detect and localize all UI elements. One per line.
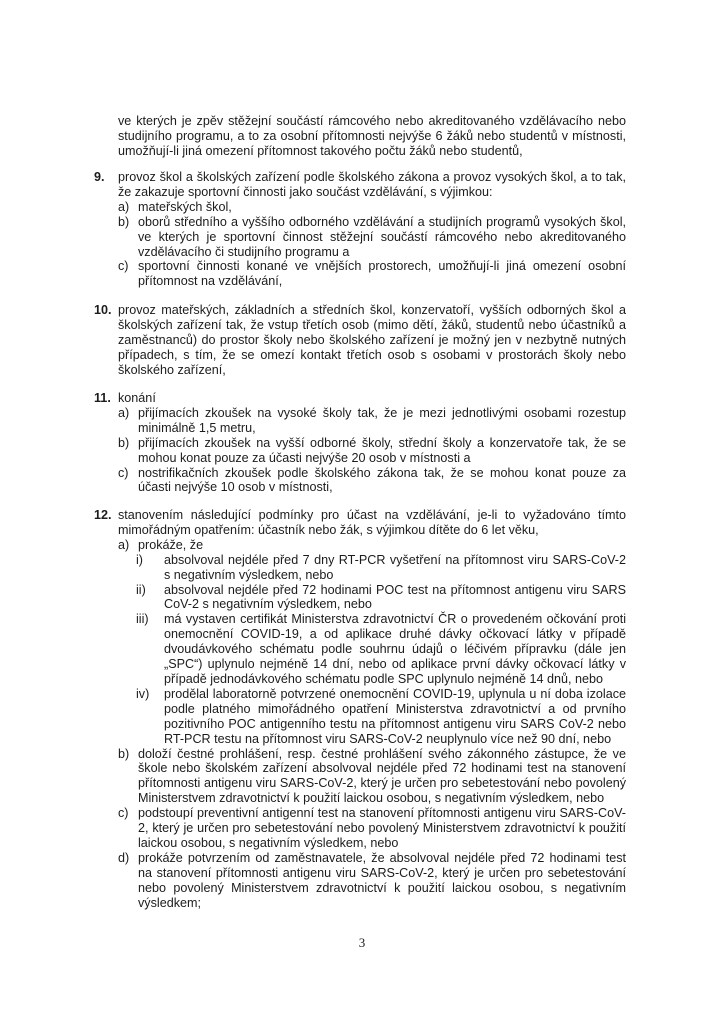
sub-item-text: podstoupí preventivní antigenní test na stanovení přítomnosti antigenu viru SARS-CoV-2, který je určen pro sebetestování nebo povolený Ministerstvem zdravotnictví k použití laickou osobou, s negativním výsledkem, nebo [138, 806, 626, 850]
sub-item-label: c) [118, 259, 129, 274]
sub-item-label: b) [118, 746, 130, 761]
sub-item-label: d) [118, 850, 130, 865]
sub-item-text: oborů středního a vyššího odborného vzdělávání a studijních programů vysokých škol, ve kterých je sportovní činnost stěžejní součástí rámcového nebo akreditovaného vzdělávacího či studijního programu a [138, 214, 626, 259]
list-item-12 [94, 508, 626, 910]
sub-item-text: doloží čestné prohlášení, resp. čestné prohlášení svého zákonného zástupce, že ve škole nebo školském zařízení absolvoval nejdéle před 72 hodinami test na stanovení přítomnosti antigenu viru SARS-CoV-2, který je určen pro sebetestování nebo povolený Ministerstvem zdravotnictví k použití laickou osobou, s negativním výsledkem, nebo [138, 746, 626, 806]
list-item-11 [94, 391, 626, 495]
sub-item-text: přijímacích zkoušek na vysoké školy tak, že je mezi jednotlivými osobami rozestup minimálně 1,5 metru, [138, 405, 626, 435]
sub-item-label: c) [118, 806, 129, 821]
roman-text: prodělal laboratorně potvrzené onemocnění COVID-19, uplynula u ní doba izolace podle platného mimořádného opatření Ministerstva zdravotnictví a od prvního pozitivního POC antigenního testu na přítomnost antigenu viru SARS CoV-2 nebo RT-PCR testu na přítomnost viru SARS-CoV-2 neuplynulo více než 90 dní, nebo [164, 686, 626, 746]
list-item-9 [94, 170, 626, 289]
roman-label: i) [136, 552, 143, 567]
intro-text: ve kterých je zpěv stěžejní součástí rámcového nebo akreditovaného vzdělávacího nebo studijního programu, a to za osobní přítomnosti nejvýše 6 žáků nebo studentů v místnosti, umožňují-li jiná omezení přítomnost takového počtu žáků nebo studentů, [118, 114, 626, 158]
roman-label: iii) [136, 612, 149, 627]
item-text: provoz škol a školských zařízení podle školského zákona a provoz vysokých škol, a to tak, že zakazuje sportovní činnosti jako součást vzdělávání, s výjimkou: [118, 170, 626, 199]
sub-item-11c [118, 466, 626, 496]
sub-item-12d [118, 851, 626, 911]
sub-item-12b [118, 747, 626, 807]
sub-item-label: b) [118, 435, 130, 450]
sub-item-label: a) [118, 537, 130, 552]
roman-label: ii) [136, 582, 146, 597]
intro-paragraph [118, 114, 626, 159]
roman-item-iv [118, 687, 626, 747]
sub-item-11b [118, 436, 626, 466]
sub-item-11a [118, 406, 626, 436]
item-number: 10. [94, 303, 112, 317]
sub-item-text: mateřských škol, [138, 199, 232, 214]
page-number: 3 [358, 935, 366, 950]
sub-item-label: a) [118, 199, 130, 214]
sub-item-text: sportovní činnosti konané ve vnějších prostorech, umožňují-li jiná omezení osobní přítomnost na vzdělávání, [138, 259, 626, 289]
item-text: provoz mateřských, základních a středních škol, konzervatoří, vyšších odborných škol a školských zařízení tak, že vstup třetích osob (mimo dětí, žáků, studentů nebo účastníků a zaměstnanců) do prostor školy nebo školského zařízení je možný jen v nezbytně nutných případech, s tím, že se omezí kontakt třetích osob s osobami v prostorách školy nebo školského zařízení, [118, 303, 626, 377]
sub-item-text: prokáže, že [138, 537, 204, 552]
sub-item-label: a) [118, 405, 130, 420]
sub-item-text: nostrifikačních zkoušek podle školského zákona tak, že se mohou konat pouze za účasti nejvýše 10 osob v místnosti, [138, 465, 626, 495]
sub-item-label: b) [118, 214, 130, 229]
sub-item-9b [118, 215, 626, 260]
roman-text: absolvoval nejdéle před 72 hodinami POC test na přítomnost antigenu viru SARS CoV-2 s negativním výsledkem, nebo [164, 582, 626, 612]
sub-item-9c [118, 259, 626, 289]
roman-text: absolvoval nejdéle před 7 dny RT-PCR vyšetření na přítomnost viru SARS-CoV-2 s negativním výsledkem, nebo [164, 552, 626, 582]
list-item-10 [94, 303, 626, 378]
item-text: stanovením následující podmínky pro účast na vzdělávání, je-li to vyžadováno tímto mimořádným opatřením: účastník nebo žák, s výjimkou dítěte do 6 let věku, [118, 508, 626, 537]
item-text: konání [118, 391, 156, 405]
roman-item-iii [118, 612, 626, 687]
roman-label: iv) [136, 686, 150, 701]
roman-item-i [118, 553, 626, 583]
item-number: 9. [94, 170, 105, 184]
item-number: 11. [94, 391, 111, 405]
sub-item-9a [118, 200, 626, 215]
sub-item-text: prokáže potvrzením od zaměstnavatele, že absolvoval nejdéle před 72 hodinami test na stanovení přítomnosti antigenu viru SARS-CoV-2, který je určen pro sebetestování nebo povolený Ministerstvem zdravotnictví k použití laickou osobou, s negativním výsledkem; [138, 850, 626, 910]
sub-item-12a [118, 538, 626, 553]
sub-item-label: c) [118, 465, 129, 480]
sub-item-12c [118, 806, 626, 851]
roman-item-ii [118, 583, 626, 613]
item-number: 12. [94, 508, 112, 522]
sub-item-text: přijímacích zkoušek na vyšší odborné školy, střední školy a konzervatoře tak, že se mohou konat pouze za účasti nejvýše 20 osob v místnosti a [138, 435, 626, 465]
roman-text: má vystaven certifikát Ministerstva zdravotnictví ČR o provedeném očkování proti onemocnění COVID-19, a od aplikace druhé dávky očkovací látky v případě dvoudávkového schématu podle souhrnu údajů o léčivém přípravku (dále jen „SPC“) uplynulo nejméně 14 dní, nebo od aplikace první dávky očkovací látky v případě jednodávkového schématu podle SPC uplynulo nejméně 14 dnů, nebo [164, 612, 626, 686]
